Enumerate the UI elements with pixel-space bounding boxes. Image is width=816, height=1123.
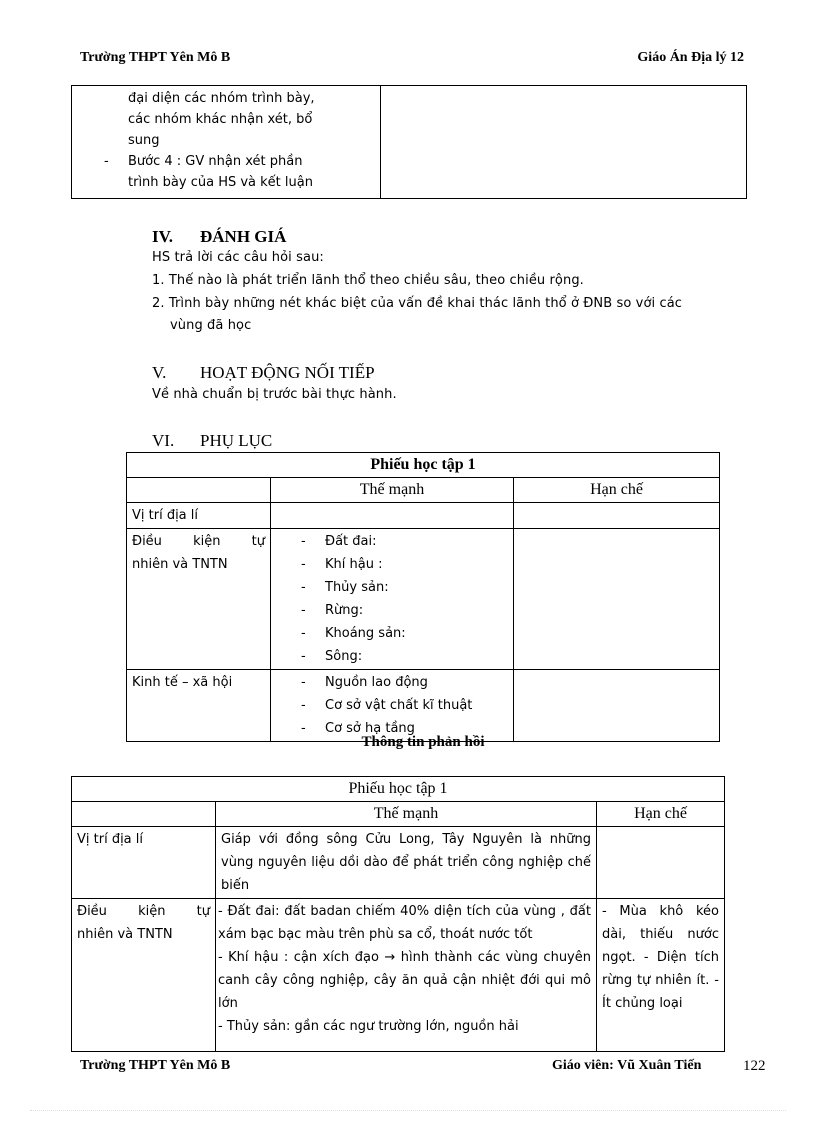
worksheet-title: Phiếu học tập 1 [127,453,720,478]
top-line: đại diện các nhóm trình bày, [128,91,315,106]
arrow-icon: → [384,950,396,965]
list-item: Nguồn lao động [325,675,428,690]
row-location-label: Vị trí địa lí [127,503,271,529]
row-nature-strength: - Đất đai: - Khí hậu : - Thủy sản: - Rừng: - Khoáng sản: - Sông: [271,529,514,670]
page-number: 122 [743,1058,766,1074]
question-1: 1. Thế nào là phát triển lãnh thổ theo chiều sâu, theo chiều rộng. [152,273,584,288]
list-item: Khoáng sản: [325,626,406,641]
section-5-text: Về nhà chuẩn bị trước bài thực hành. [152,387,397,402]
top-table-right-cell [381,86,747,199]
row-location-limit [597,827,725,899]
list-item: Cơ sở vật chất kĩ thuật [325,698,473,713]
section-4-heading: IV. ĐÁNH GIÁ [152,227,287,246]
col-strength: Thế mạnh [216,802,597,827]
dash: - [104,154,109,169]
nature-soil: - Đất đai: đất badan chiếm 40% diện tích của vùng , đất xám bạc bạc màu trên phù sa cổ, thoát nước tốt [218,904,591,942]
row-nature-label: Điều kiện tự nhiên và TNTN [127,529,271,670]
row-nature-label: Điều kiện tự nhiên và TNTN [72,899,216,1052]
empty-header-cell [72,802,216,827]
feedback-title: Thông tin phản hồi [361,734,485,750]
section-5-heading: V. HOẠT ĐỘNG NỐI TIẾP [152,363,375,382]
list-item: Cơ sở hạ tầng [325,721,415,736]
list-item: Rừng: [325,603,364,618]
top-table [71,85,747,199]
row-nature-limit: - Mùa khô kéo dài, thiếu nước ngọt. - Diện tích rừng tự nhiên ít. - Ít chủng loại [597,899,725,1052]
row-location-strength [271,503,514,529]
row-economy-limit [514,670,720,742]
col-limit: Hạn chế [597,802,725,827]
top-bullet-line: trình bày của HS và kết luận [128,175,313,190]
header-subject: Giáo Án Địa lý 12 [637,50,744,65]
empty-header-cell [127,478,271,503]
header-school: Trường THPT Yên Mô B [80,50,231,65]
section-6-heading: VI. PHỤ LỤC [152,431,273,450]
footer-teacher: Giáo viên: Vũ Xuân Tiến [552,1058,702,1073]
section-4-intro: HS trả lời các câu hỏi sau: [152,250,324,265]
row-nature-strength [216,899,597,1052]
nature-fishery: - Thủy sản: gần các ngư trường lớn, nguồn hải [218,1019,519,1034]
feedback-table-title: Phiếu học tập 1 [72,777,725,802]
col-limit: Hạn chế [514,478,720,503]
row-location-strength: Giáp với đồng sông Cửu Long, Tây Nguyên là những vùng nguyên liệu dồi dào để phát triển công nghiệp chế biến [216,827,597,899]
page-bottom-rule [30,1110,786,1111]
top-line: sung [128,133,160,148]
col-strength: Thế mạnh [271,478,514,503]
row-economy-strength: - Nguồn lao động - Cơ sở vật chất kĩ thuật - Cơ sở hạ tầng [271,670,514,742]
footer-school: Trường THPT Yên Mô B [80,1058,231,1073]
row-location-label: Vị trí địa lí [72,827,216,899]
list-item: Thủy sản: [325,580,389,595]
row-economy-label: Kinh tế – xã hội [127,670,271,742]
feedback-table [71,776,725,1052]
list-item: Sông: [325,649,363,664]
row-location-limit [514,503,720,529]
list-item: Khí hậu : [325,557,383,572]
worksheet-table [126,452,720,742]
row-nature-limit [514,529,720,670]
question-2: 2. Trình bày những nét khác biệt của vấn đề khai thác lãnh thổ ở ĐNB so với các [152,296,683,311]
top-table-left-cell [72,86,381,199]
list-item: Đất đai: [325,534,377,549]
nature-climate: - Khí hậu : cận xích đạo → hình thành các vùng chuyên canh cây công nghiệp, cây ăn quả cận nhiệt đới qui mô lớn [218,950,591,1011]
top-bullet-line: Bước 4 : GV nhận xét phần [128,154,303,169]
question-2-cont: vùng đã học [170,318,252,333]
top-line: các nhóm khác nhận xét, bổ [128,112,313,127]
